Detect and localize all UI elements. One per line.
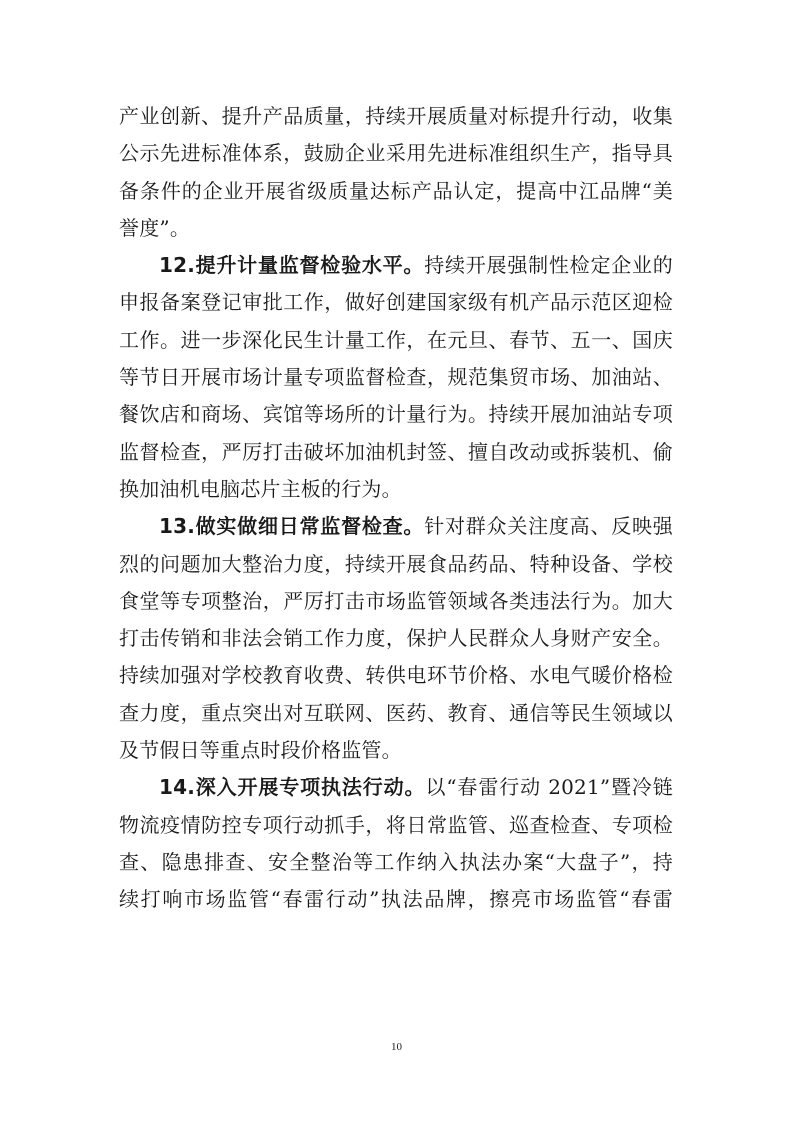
text-segment: 针对群众关注度高、反映强 — [424, 514, 673, 539]
text-line: 备条件的企业开展省级质量达标产品认定，提高中江品牌“美 — [119, 178, 673, 203]
text-line: 申报备案登记审批工作，做好创建国家级有机产品示范区迎检 — [119, 290, 673, 315]
text-line: 誉度”。 — [119, 215, 191, 240]
text-segment: 以“春雷行动 2021”暨冷链 — [425, 775, 673, 800]
body-text — [119, 98, 673, 919]
text-segment: 持续开展强制性检定企业的 — [424, 253, 673, 278]
text-line: 餐饮店和商场、宾馆等场所的计量行为。持续开展加油站专项 — [119, 402, 673, 427]
text-line: 等节日开展市场计量专项监督检查，规范集贸市场、加油站、 — [119, 365, 673, 390]
section-heading-13: 13.做实做细日常监督检查。 — [159, 514, 425, 539]
text-line: 食堂等专项整治，严厉打击市场监管领域各类违法行为。加大 — [119, 588, 673, 613]
text-line: 及节假日等重点时段价格监管。 — [119, 738, 402, 763]
paragraph-14-first-line — [119, 769, 673, 806]
section-heading-14: 14.深入开展专项执法行动。 — [159, 775, 426, 800]
section-heading-12: 12.提升计量监督检验水平。 — [159, 253, 425, 278]
text-line: 工作。进一步深化民生计量工作，在元旦、春节、五一、国庆 — [119, 327, 673, 352]
text-line: 查、隐患排查、安全整治等工作纳入执法办案“大盘子”，持 — [119, 849, 673, 874]
text-line: 续打响市场监管“春雷行动”执法品牌，擦亮市场监管“春雷 — [119, 887, 673, 912]
text-line: 烈的问题加大整治力度，持续开展食品药品、特种设备、学校 — [119, 551, 673, 576]
text-line: 公示先进标准体系，鼓励企业采用先进标准组织生产，指导具 — [119, 141, 673, 166]
paragraph-13-first-line — [119, 508, 673, 545]
text-line: 打击传销和非法会销工作力度，保护人民群众人身财产安全。 — [119, 626, 673, 651]
text-line: 持续加强对学校教育收费、转供电环节价格、水电气暖价格检 — [119, 663, 673, 688]
text-line: 换加油机电脑芯片主板的行为。 — [119, 476, 402, 501]
paragraph-12-first-line — [119, 247, 673, 284]
text-line: 产业创新、提升产品质量，持续开展质量对标提升行动，收集 — [119, 104, 673, 128]
text-line: 物流疫情防控专项行动抓手，将日常监管、巡查检查、专项检 — [119, 812, 673, 837]
text-line: 监督检查，严厉打击破坏加油机封签、擅自改动或拆装机、偷 — [119, 439, 673, 464]
page-number: 10 — [391, 1041, 402, 1053]
text-line: 查力度，重点突出对互联网、医药、教育、通信等民生领域以 — [119, 700, 673, 725]
